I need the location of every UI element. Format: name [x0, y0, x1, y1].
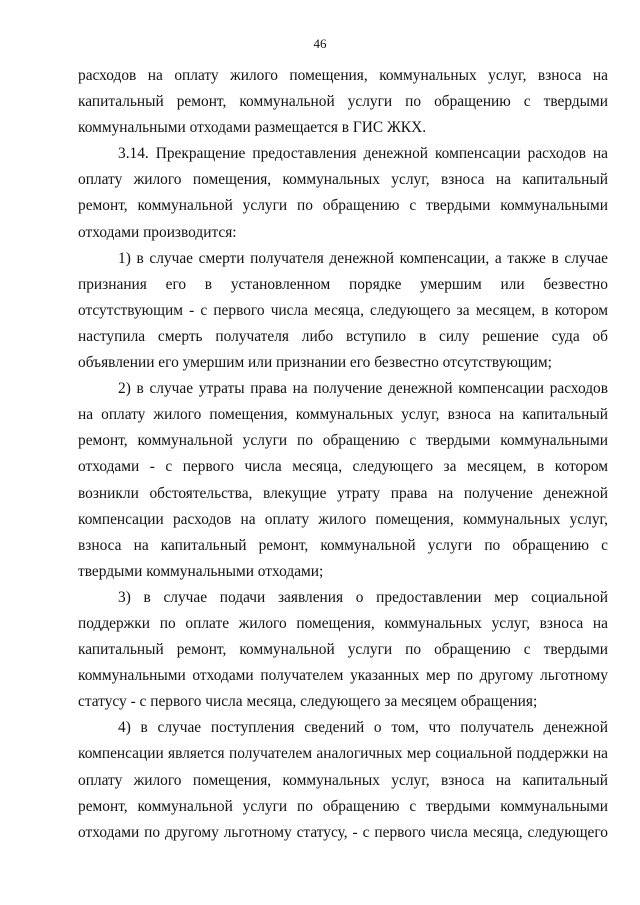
- text-line: взноса на капитальный ремонт, коммунальной услуги по обращению с: [78, 536, 608, 554]
- text-line: 4) в случае поступления сведений о том, что получатель денежной: [118, 719, 608, 737]
- list-item-3: [78, 585, 608, 715]
- text-line: отходами по другому льготному статусу, - с первого числа месяца, следующего: [78, 823, 608, 841]
- text-line: 3.14. Прекращение предоставления денежной компенсации расходов на: [118, 145, 608, 163]
- text-line: 1) в случае смерти получателя денежной компенсации, а также в случае: [118, 249, 608, 267]
- paragraph-3-14: [78, 141, 608, 245]
- text-line: капитальный ремонт, коммунальной услуги по обращению с твердыми: [78, 93, 608, 111]
- text-line: 2) в случае утраты права на получение денежной компенсации расходов: [118, 380, 608, 398]
- text-line: компенсации расходов на оплату жилого помещения, коммунальных услуг,: [78, 510, 608, 528]
- text-line: возникли обстоятельства, влекущие утрату права на получение денежной: [78, 484, 608, 502]
- text-line: коммунальными отходами размещается в ГИС ЖКХ.: [78, 119, 427, 137]
- text-line: объявлении его умершим или признании его безвестно отсутствующим;: [78, 354, 552, 372]
- list-item-2: [78, 376, 608, 585]
- text-line: компенсации является получателем аналогичных мер социальной поддержки на: [78, 745, 608, 763]
- text-line: ремонт, коммунальной услуги по обращению с твердыми коммунальными: [78, 432, 608, 450]
- text-line: ремонт, коммунальной услуги по обращению с твердыми коммунальными: [78, 797, 608, 815]
- text-line: на оплату жилого помещения, коммунальных услуг, взноса на капитальный: [78, 406, 608, 424]
- text-line: отсутствующим - с первого числа месяца, следующего за месяцем, в котором: [78, 301, 608, 319]
- text-line: отходами производится:: [78, 223, 237, 241]
- text-line: отходами - с первого числа месяца, следующего за месяцем, в котором: [78, 458, 608, 476]
- text-line: наступила смерть получателя либо вступило в силу решение суда об: [78, 327, 608, 345]
- text-line: статусу - с первого числа месяца, следующего за месяцем обращения;: [78, 693, 538, 711]
- text-line: ремонт, коммунальной услуги по обращению с твердыми коммунальными: [78, 197, 608, 215]
- text-line: расходов на оплату жилого помещения, коммунальных услуг, взноса на: [78, 67, 608, 84]
- document-body: [78, 63, 608, 846]
- list-item-4: [78, 715, 608, 845]
- text-line: твердыми коммунальными отходами;: [78, 562, 324, 580]
- text-line: коммунальными отходами получателем указанных мер по другому льготному: [78, 667, 608, 685]
- text-line: признания его в установленном порядке умершим или безвестно: [78, 275, 608, 293]
- page-number: 46: [313, 36, 327, 51]
- text-line: 3) в случае подачи заявления о предоставлении мер социальной: [118, 588, 608, 606]
- list-item-1: [78, 246, 608, 376]
- text-line: поддержки по оплате жилого помещения, коммунальных услуг, взноса на: [78, 614, 608, 632]
- paragraph-continuation: [78, 63, 608, 141]
- text-line: капитальный ремонт, коммунальной услуги по обращению с твердыми: [78, 641, 608, 659]
- text-line: оплату жилого помещения, коммунальных услуг, взноса на капитальный: [78, 171, 608, 189]
- text-line: оплату жилого помещения, коммунальных услуг, взноса на капитальный: [78, 771, 608, 789]
